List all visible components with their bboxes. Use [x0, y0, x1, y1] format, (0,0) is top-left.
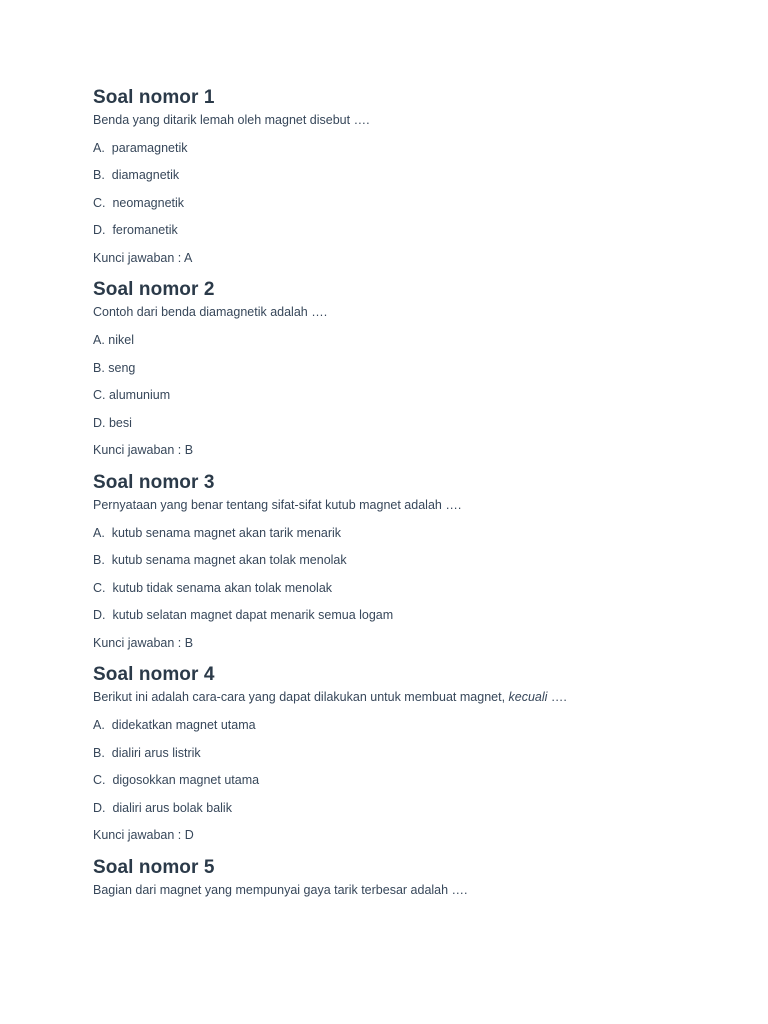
question-text: Pernyataan yang benar tentang sifat-sifat kutub magnet adalah …. [93, 497, 462, 512]
question-title: Soal nomor 5 [93, 856, 215, 878]
question-text: Benda yang ditarik lemah oleh magnet disebut …. [93, 113, 370, 127]
question-text: Bagian dari magnet yang mempunyai gaya tarik terbesar adalah …. [93, 882, 468, 897]
option-d: D. besi [93, 415, 132, 430]
question-5 [93, 856, 733, 898]
question-text: Contoh dari benda diamagnetik adalah …. [93, 305, 328, 320]
question-title: Soal nomor 1 [93, 87, 215, 108]
question-text [93, 689, 733, 705]
question-text-emphasis: kecuali [508, 690, 548, 705]
document-page [93, 86, 733, 898]
option-b: B. kutub senama magnet akan tolak menolak [93, 553, 347, 568]
question-text-end: …. [547, 690, 567, 705]
answer-key: Kunci jawaban : D [93, 828, 194, 843]
option-c: C. digosokkan magnet utama [93, 773, 260, 788]
question-title: Soal nomor 3 [93, 471, 215, 493]
question-2 [93, 278, 733, 458]
option-list [93, 717, 733, 816]
question-3 [93, 471, 733, 651]
question-text-main: Berikut ini adalah cara-cara yang dapat dilakukan untuk membuat magnet, [93, 690, 509, 705]
option-list [93, 140, 733, 239]
question-4 [93, 663, 733, 843]
option-d: D. kutub selatan magnet dapat menarik semua logam [93, 608, 394, 623]
option-c: C. alumunium [93, 388, 171, 403]
option-b: B. diamagnetik [93, 168, 180, 183]
answer-key: Kunci jawaban : A [93, 250, 193, 265]
question-title: Soal nomor 4 [93, 664, 215, 686]
question-1 [93, 86, 733, 266]
option-d: D. dialiri arus bolak balik [93, 800, 232, 815]
option-list [93, 525, 733, 624]
option-b: B. seng [93, 360, 136, 375]
answer-key: Kunci jawaban : B [93, 443, 194, 458]
option-a: A. nikel [93, 333, 134, 348]
option-a: A. paramagnetik [93, 140, 188, 155]
option-c: C. kutub tidak senama akan tolak menolak [93, 580, 333, 595]
option-a: A. didekatkan magnet utama [93, 718, 256, 732]
option-b: B. dialiri arus listrik [93, 745, 201, 760]
question-title: Soal nomor 2 [93, 279, 215, 301]
answer-key: Kunci jawaban : B [93, 635, 194, 650]
option-c: C. neomagnetik [93, 195, 185, 210]
option-d: D. feromanetik [93, 223, 178, 238]
option-a: A. kutub senama magnet akan tarik menarik [93, 525, 342, 540]
option-list [93, 332, 733, 431]
